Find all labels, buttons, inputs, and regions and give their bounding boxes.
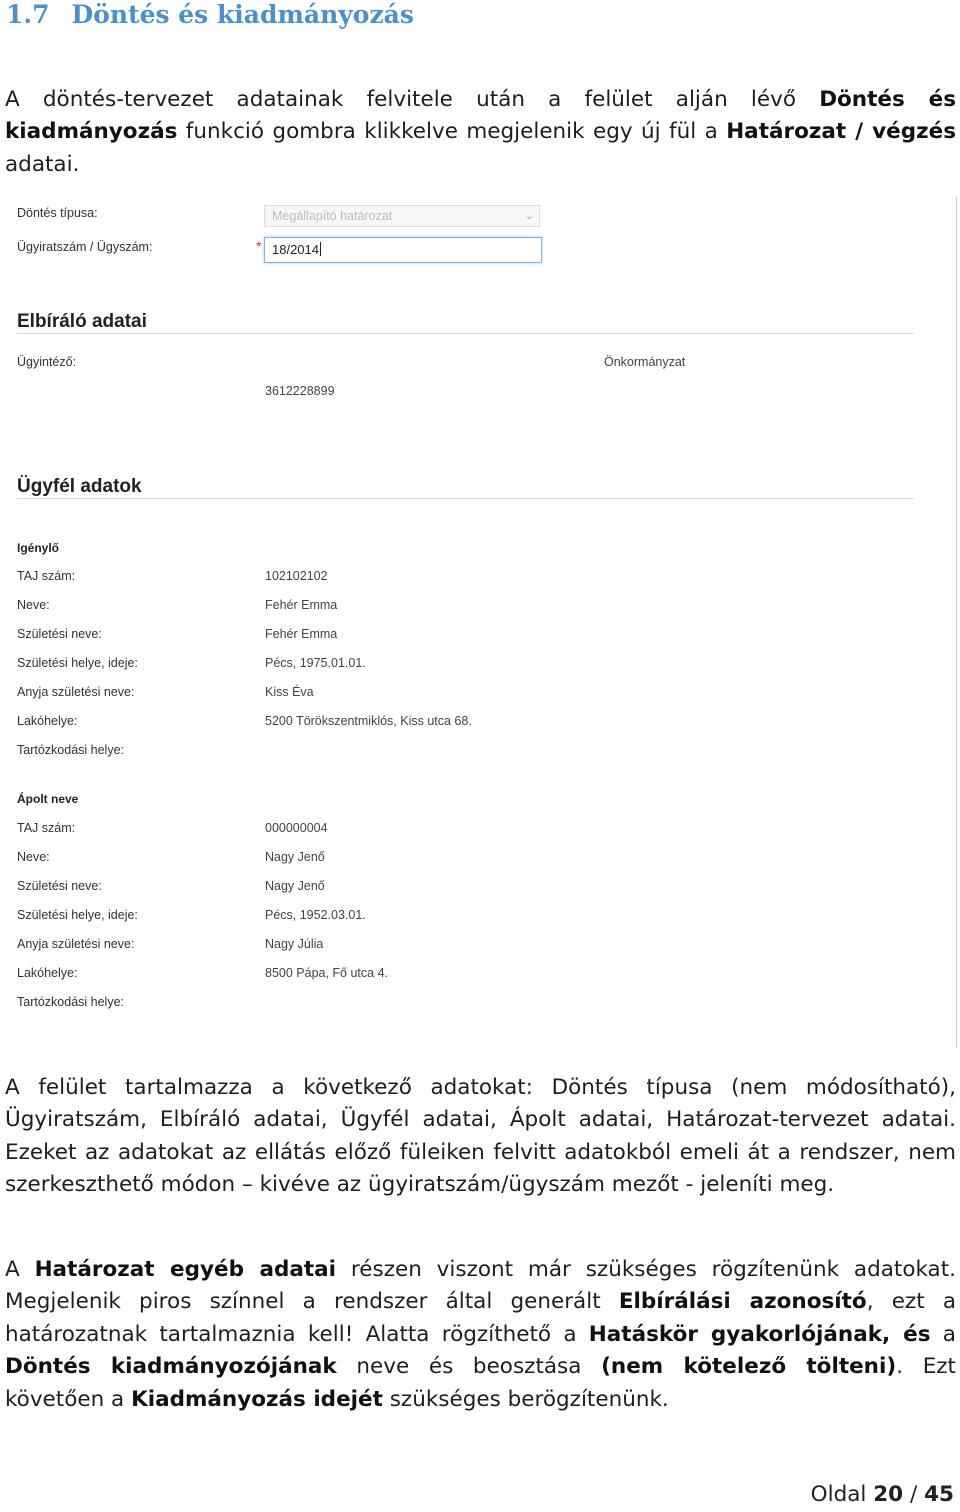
cared-taj-label: TAJ szám: bbox=[17, 821, 76, 835]
decision-type-value: Megállapító határozat bbox=[272, 209, 393, 223]
details-text-6: . Ezt követően a bbox=[5, 1354, 956, 1412]
intro-bold-tab-name: Határozat / végzés bbox=[726, 119, 956, 145]
page-prefix: Oldal bbox=[810, 1482, 867, 1507]
applicant-taj-value: 102102102 bbox=[265, 569, 328, 583]
details-bold-1: Határozat egyéb adatai bbox=[34, 1257, 337, 1282]
intro-text-3: adatai. bbox=[5, 151, 80, 177]
chevron-down-icon: ⌄ bbox=[524, 210, 534, 222]
case-number-input[interactable] bbox=[264, 237, 542, 263]
page-separator: / bbox=[909, 1482, 918, 1507]
applicant-name-label: Neve: bbox=[17, 598, 50, 612]
embedded-screenshot bbox=[0, 196, 957, 1048]
description-paragraph: A felület tartalmazza a következő adatokat: Döntés típusa (nem módosítható), Ügyiratszám, Elbíráló adatai, Ügyfél adatai, Ápolt adatai, Határozat-tervezet adatai. Ezeket az adatokat az ellátás előző füleiken felvitt adatokból emeli át a rendszer, nem szerkeszthető módon – kivéve az ügyiratszám/ügyszám mezőt - jeleníti meg. bbox=[5, 1075, 956, 1198]
judge-section-title: Elbíráló adatai bbox=[17, 311, 147, 332]
cared-name-value: Nagy Jenő bbox=[265, 850, 325, 864]
applicant-residence-value: 5200 Törökszentmiklós, Kiss utca 68. bbox=[265, 714, 472, 728]
intro-text-2: funkció gombra klikkelve megjelenik egy új fül a bbox=[177, 119, 727, 145]
authority-value: Önkormányzat bbox=[604, 355, 686, 369]
total-pages: 45 bbox=[924, 1482, 954, 1507]
intro-text-1: A döntés-tervezet adatainak felvitele után a felület alján lévő bbox=[5, 87, 820, 112]
details-paragraph bbox=[5, 1254, 956, 1416]
details-bold-2: Elbírálási azonosító bbox=[618, 1289, 867, 1315]
applicant-residence-label: Lakóhelye: bbox=[17, 714, 78, 728]
details-text-2: részen viszont már szükséges rögzítenünk adatokat. Megjelenik piros színnel a rendszer által generált bbox=[5, 1257, 957, 1315]
cared-residence-value: 8500 Pápa, Fő utca 4. bbox=[265, 966, 389, 980]
cared-name-label: Neve: bbox=[17, 850, 50, 864]
details-bold-6: Kiadmányozás idejét bbox=[131, 1386, 383, 1412]
applicant-subtitle: Igénylő bbox=[17, 541, 60, 555]
case-number-value: 18/2014 bbox=[272, 242, 319, 257]
applicant-birth-place-value: Pécs, 1975.01.01. bbox=[265, 656, 366, 670]
details-text-1: A bbox=[5, 1257, 35, 1282]
details-bold-4: Döntés kiadmányozójának bbox=[5, 1354, 337, 1380]
case-officer-label: Ügyintéző: bbox=[17, 355, 77, 369]
cared-birth-name-label: Születési neve: bbox=[17, 879, 102, 893]
current-page: 20 bbox=[873, 1482, 904, 1507]
details-text-3: , ezt a határozatnak tartalmaznia kell! Alatta rögzíthető a bbox=[5, 1289, 956, 1347]
section-heading bbox=[6, 0, 414, 29]
cared-birth-place-value: Pécs, 1952.03.01. bbox=[265, 908, 366, 922]
decision-type-label: Döntés típusa: bbox=[17, 206, 98, 220]
text-caret bbox=[320, 242, 321, 256]
case-number-label: Ügyiratszám / Ügyszám: bbox=[17, 240, 153, 254]
applicant-name-value: Fehér Emma bbox=[265, 598, 338, 612]
applicant-taj-label: TAJ szám: bbox=[17, 569, 76, 583]
details-text-5: neve és beosztása bbox=[336, 1354, 602, 1380]
client-section-title: Ügyfél adatok bbox=[17, 476, 142, 497]
cared-taj-value: 000000004 bbox=[265, 821, 328, 835]
divider bbox=[17, 333, 914, 334]
applicant-birth-name-value: Fehér Emma bbox=[265, 627, 338, 641]
required-marker: * bbox=[256, 238, 262, 254]
divider bbox=[17, 498, 914, 499]
applicant-stay-label: Tartózkodási helye: bbox=[17, 743, 125, 757]
applicant-birth-place-label: Születési helye, ideje: bbox=[17, 656, 138, 670]
page-number bbox=[811, 1482, 954, 1507]
section-number: 1.7 bbox=[6, 0, 50, 29]
cared-mother-label: Anyja születési neve: bbox=[17, 937, 135, 951]
cared-stay-label: Tartózkodási helye: bbox=[17, 995, 125, 1009]
details-text-7: szükséges berögzítenünk. bbox=[382, 1386, 669, 1412]
details-bold-3: Hatáskör gyakorlójának, és bbox=[588, 1321, 931, 1347]
cared-birth-name-value: Nagy Jenő bbox=[265, 879, 325, 893]
details-text-4: a bbox=[930, 1321, 956, 1347]
cared-residence-label: Lakóhelye: bbox=[17, 966, 78, 980]
cared-birth-place-label: Születési helye, ideje: bbox=[17, 908, 138, 922]
applicant-mother-label: Anyja születési neve: bbox=[17, 685, 135, 699]
applicant-birth-name-label: Születési neve: bbox=[17, 627, 102, 641]
decision-type-select[interactable] bbox=[264, 205, 540, 227]
cared-mother-value: Nagy Júlia bbox=[265, 937, 324, 951]
cared-subtitle: Ápolt neve bbox=[17, 792, 79, 806]
intro-bold-button-name: Döntés és kiadmányozás bbox=[5, 87, 956, 145]
section-title: Döntés és kiadmányozás bbox=[71, 0, 414, 29]
details-bold-5: (nem kötelező tölteni) bbox=[601, 1354, 897, 1380]
applicant-mother-value: Kiss Éva bbox=[265, 685, 314, 699]
intro-paragraph bbox=[5, 84, 956, 181]
phone-value: 3612228899 bbox=[265, 384, 335, 398]
